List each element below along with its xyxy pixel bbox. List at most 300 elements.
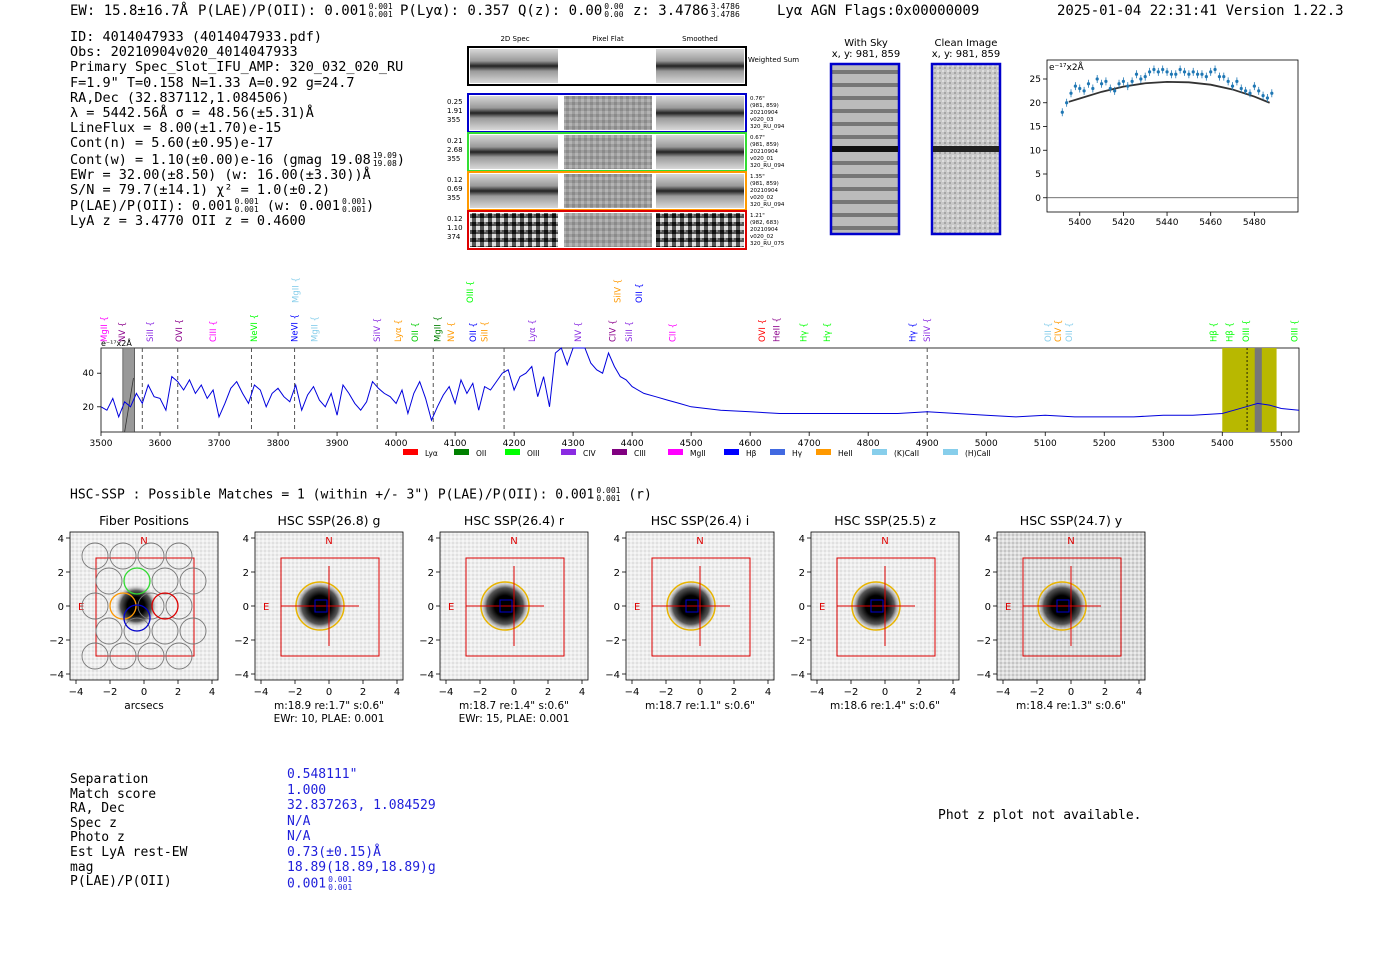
fit-point-31 (1196, 73, 1199, 76)
fit-point-13 (1117, 82, 1120, 85)
fit-point-20 (1148, 70, 1151, 73)
hsc-ytick-label-3-2: 0 (613, 602, 620, 613)
fit-point-45 (1257, 89, 1260, 92)
line-label-23: Hγ { (822, 322, 833, 342)
hsc-north-4: N (881, 536, 889, 547)
hsc-xtick-label-4-4: 4 (949, 687, 957, 698)
weighted-sum-label: Weighted Sum (748, 56, 800, 64)
hsc-ytick-label-2-3: 2 (427, 568, 434, 579)
spec-xtick-label-8: 4300 (561, 439, 585, 449)
spec-xtick-label-15: 5000 (974, 439, 998, 449)
hsc-ytick-label-4-1: −2 (790, 636, 805, 647)
legend-swatch-5 (668, 449, 683, 455)
with-sky-title: With Sky x, y: 981, 859 (831, 38, 901, 60)
hsc-xtick-label-5-1: −2 (1029, 687, 1045, 698)
clean-image-title: Clean Image x, y: 981, 859 (931, 38, 1001, 60)
hsc-xtick-label-1-3: 2 (359, 687, 367, 698)
cutout-smooth-2 (656, 174, 744, 208)
spec-xtick-label-14: 4900 (915, 439, 939, 449)
cutout-num-1-1: 2.68 (447, 146, 463, 154)
legend-swatch-9 (872, 449, 887, 455)
line-label-1: NV { (118, 321, 129, 342)
hsc-xtick-label-4-0: −4 (809, 687, 825, 698)
hsc-east-0: E (78, 602, 85, 613)
hsc-panel-title-3: HSC SSP(26.4) i (650, 513, 750, 528)
fit-point-15 (1126, 85, 1129, 88)
spec-ytick-label-1: 40 (82, 369, 94, 380)
hsc-xtick-label-1-1: −2 (287, 687, 303, 698)
spec-xtick-label-6: 4100 (443, 439, 467, 449)
hsc-panel-title-5: HSC SSP(24.7) y (1019, 513, 1123, 528)
match-label-3: Spec z (70, 815, 117, 831)
info-contn: Cont(n) = 5.60(±0.95)e-17 (70, 135, 274, 152)
upper-line-label-2: SiIV { (613, 278, 624, 303)
info-block (70, 30, 405, 230)
spec-xtick-label-13: 4800 (856, 439, 880, 449)
col-title-pixelflat: Pixel Flat (592, 35, 624, 43)
cutout-2d-3 (470, 213, 558, 247)
fit-ytick-label-3: 15 (1030, 122, 1041, 133)
hsc-xtick-label-3-1: −2 (658, 687, 674, 698)
cutout-meta-1-0: 0.67" (750, 135, 765, 141)
info-radec: RA,Dec (32.837112,1.084506) (70, 89, 290, 106)
spectral-cutouts (440, 30, 820, 260)
hsc-east-4: E (819, 602, 826, 613)
hsc-ytick-label-5-0: −4 (976, 670, 991, 681)
line-label-18: SiII { (625, 321, 636, 342)
legend-label-10: (H)CaII (965, 449, 991, 458)
fit-point-22 (1157, 70, 1160, 73)
line-label-27: CIV { (1054, 319, 1065, 342)
cutout-meta-3-0: 1.21" (750, 213, 765, 219)
header-tags: Lyα AGN Flags:0x00000009 (777, 3, 980, 19)
hsc-xtick-label-4-2: 0 (881, 687, 889, 698)
hsc-xtick-label-4-3: 2 (915, 687, 923, 698)
cutout-meta-1-4: 320_RU_094 (750, 163, 785, 169)
cutout-smooth-1 (656, 135, 744, 169)
line-label-8: SiIV { (373, 317, 384, 342)
legend-swatch-10 (943, 449, 958, 455)
line-label-5: NeVI { (249, 313, 260, 342)
info-primary: Primary Spec_Slot_IFU_AMP: 320_032_020_RU (70, 59, 404, 76)
legend-label-9: (K)CaII (894, 449, 920, 458)
spec-xtick-label-10: 4500 (679, 439, 703, 449)
hsc-ytick-label-1-4: 4 (242, 534, 249, 545)
hsc-xtick-label-5-0: −4 (995, 687, 1011, 698)
hsc-ytick-label-3-1: −2 (605, 636, 620, 647)
fit-ytick-label-5: 25 (1030, 75, 1041, 85)
fit-point-10 (1104, 80, 1107, 83)
clean-image-trace (933, 146, 999, 152)
hsc-ytick-label-4-0: −4 (790, 670, 805, 681)
fit-point-27 (1179, 68, 1182, 71)
hsc-ytick-label-0-3: 2 (57, 568, 64, 579)
fit-point-34 (1209, 70, 1212, 73)
fit-point-11 (1109, 87, 1112, 90)
cutout-num-0-0: 0.25 (447, 98, 463, 106)
hsc-ytick-label-2-2: 0 (427, 602, 434, 613)
hsc-panels-content (49, 513, 1145, 725)
cutout-num-0-1: 1.91 (447, 107, 463, 115)
match-value-0: 0.548111" (287, 767, 358, 782)
cutout-meta-1-1: (981, 859) (750, 142, 779, 148)
cutout-num-2-1: 0.69 (447, 185, 463, 193)
line-label-7: MgII { (310, 316, 321, 342)
cutout-meta-3-2: 20210904 (750, 227, 778, 233)
fit-ytick-label-0: 0 (1035, 193, 1041, 204)
spec-xtick-label-2: 3700 (207, 439, 231, 449)
hsc-east-3: E (634, 602, 641, 613)
fit-point-40 (1235, 80, 1238, 83)
fit-point-9 (1100, 82, 1103, 85)
fit-xtick-label-3: 5460 (1199, 218, 1223, 228)
cutout-num-2-0: 0.12 (447, 176, 463, 184)
hsc-ytick-label-3-0: −4 (605, 670, 620, 681)
legend-swatch-7 (770, 449, 785, 455)
fit-point-17 (1135, 73, 1138, 76)
spec-xtick-label-11: 4600 (738, 439, 762, 449)
legend-label-8: HeII (838, 449, 853, 458)
hsc-ytick-label-5-4: 4 (984, 534, 991, 545)
fit-xtick-label-0: 5400 (1068, 218, 1092, 228)
hsc-north-2: N (510, 536, 518, 547)
hsc-panel-5 (976, 513, 1145, 712)
legend-swatch-8 (816, 449, 831, 455)
hsc-xtick-label-1-0: −4 (253, 687, 269, 698)
line-label-9: Lyα { (393, 319, 404, 342)
spectrum-ylabel: e⁻¹⁷x2Å (101, 339, 132, 348)
match-plae-bounds: 0.001 0.001 (328, 874, 353, 892)
match-label-0: Separation (70, 772, 149, 787)
fit-point-8 (1096, 77, 1099, 80)
hsc-caption-1: m:18.9 re:1.7" s:0.6" (274, 700, 384, 712)
match-label-6: mag (70, 859, 94, 875)
hsc-xtick-label-2-1: −2 (472, 687, 488, 698)
cutout-num-3-0: 0.12 (447, 215, 463, 223)
cutout-rows (447, 94, 785, 249)
cutout-num-2-2: 355 (447, 194, 461, 202)
hsc-north-5: N (1067, 536, 1075, 547)
hsc-panel-title-0: Fiber Positions (99, 513, 189, 528)
hsc-xtick-label-5-4: 4 (1135, 687, 1143, 698)
header-plae: P(LAE)/P(OII): 0.001 0.001 0.001 (198, 2, 393, 19)
spec-xtick-label-16: 5100 (1033, 439, 1057, 449)
hsc-panel-0 (49, 513, 218, 712)
hsc-xtick-label-3-4: 4 (764, 687, 772, 698)
hsc-match-line: HSC-SSP : Possible Matches = 1 (within +/- 3") P(LAE)/P(OII): 0.001 0.001 0.001 (r) (70, 486, 652, 503)
cutout-meta-2-1: (981, 859) (750, 181, 779, 187)
match-value-2: 32.837263, 1.084529 (287, 798, 436, 813)
fit-point-32 (1200, 73, 1203, 76)
fit-point-28 (1183, 70, 1186, 73)
header-z: z: 3.4786 3.4786 3.4786 (633, 2, 740, 19)
match-value-4: N/A (287, 829, 311, 844)
line-label-3: OVI { (174, 319, 185, 342)
hsc-ytick-label-5-2: 0 (984, 602, 991, 613)
upper-line-label-1: OIII { (465, 280, 476, 303)
info-id: ID: 4014047933 (4014047933.pdf) (70, 29, 322, 45)
info-params: F=1.9" T=0.158 N=1.33 A=0.92 g=24.7 (70, 74, 355, 91)
spec-xtick-label-7: 4200 (502, 439, 526, 449)
fit-point-25 (1170, 73, 1173, 76)
fit-point-12 (1113, 89, 1116, 92)
line-label-24: Hγ { (908, 322, 919, 342)
fit-point-7 (1091, 87, 1094, 90)
legend-swatch-1 (454, 449, 469, 455)
hsc-caption-3: m:18.7 re:1.1" s:0.6" (645, 700, 755, 712)
hsc-ytick-label-2-4: 4 (427, 534, 434, 545)
cutout-num-3-1: 1.10 (447, 224, 463, 232)
fit-point-41 (1240, 87, 1243, 90)
hsc-north-3: N (696, 536, 704, 547)
hsc-ytick-label-2-0: −4 (419, 670, 434, 681)
fit-point-2 (1069, 92, 1072, 95)
legend-label-4: CIII (634, 449, 646, 458)
line-label-15: Lyα { (527, 319, 538, 342)
line-markers (100, 277, 1300, 342)
cutout-meta-0-4: 320_RU_094 (750, 124, 785, 130)
fit-point-3 (1074, 85, 1077, 88)
line-label-25: SiIV { (923, 317, 934, 342)
hsc-ytick-label-1-0: −4 (234, 670, 249, 681)
hsc-xtick-label-0-2: 0 (140, 687, 148, 698)
line-label-20: OVI { (757, 319, 768, 342)
fit-xtick-label-4: 5480 (1242, 218, 1266, 228)
hsc-panel-3 (605, 513, 774, 712)
hsc-xtick-label-3-0: −4 (624, 687, 640, 698)
cutout-meta-2-0: 1.35" (750, 174, 765, 180)
fit-point-4 (1078, 87, 1081, 90)
hsc-ytick-label-5-3: 2 (984, 568, 991, 579)
hsc-caption-2: m:18.7 re:1.4" s:0.6" (459, 700, 569, 712)
hsc-xtick-label-5-2: 0 (1067, 687, 1075, 698)
hsc-north-0: N (140, 536, 148, 547)
match-value-7: 0.001 0.001 0.001 (287, 874, 353, 892)
line-label-30: Hβ { (1225, 322, 1236, 342)
fit-plot-ylabel: e⁻¹⁷x2Å (1049, 63, 1084, 73)
fit-point-0 (1061, 111, 1064, 114)
fit-point-47 (1266, 96, 1269, 99)
cutout-num-0-2: 355 (447, 116, 461, 124)
fit-ytick-label-2: 10 (1030, 146, 1041, 157)
cutout-meta-0-0: 0.76" (750, 96, 765, 102)
hsc-panel-title-2: HSC SSP(26.4) r (463, 513, 565, 528)
spec-xtick-label-19: 5400 (1210, 439, 1234, 449)
info-plae: P(LAE)/P(OII): 0.001 0.001 0.001 (w: 0.001 0.001 0.001 ) (70, 197, 375, 215)
cutout-flat-1 (564, 135, 652, 169)
hsc-xtick-label-2-2: 0 (510, 687, 518, 698)
upper-line-label-0: MgII { (291, 277, 302, 303)
hsc-xtick-label-0-4: 4 (208, 687, 216, 698)
hsc-panel-2 (419, 513, 588, 725)
photz-note: Phot z plot not available. (938, 808, 1142, 823)
info-obs: Obs: 20210904v020_4014047933 (70, 44, 298, 61)
spec-xtick-label-17: 5200 (1092, 439, 1116, 449)
match-label-7: P(LAE)/P(OII) (70, 874, 172, 890)
hsc-panel-1 (234, 513, 403, 725)
cutout-flat-3 (564, 213, 652, 247)
hsc-panels (40, 510, 1160, 730)
match-value-1: 1.000 (287, 782, 327, 798)
fit-xtick-label-2: 5440 (1155, 218, 1179, 228)
cutout-meta-1-3: v020_01 (750, 156, 774, 162)
legend-swatch-2 (505, 449, 520, 455)
hsc-xtick-label-0-0: −4 (68, 687, 84, 698)
emission-window-center (1255, 348, 1262, 432)
line-label-29: Hβ { (1209, 322, 1220, 342)
fit-point-36 (1218, 75, 1221, 78)
full-spectrum-plot (60, 275, 1310, 465)
info-contw: Cont(w) = 1.10(±0.00)e-16 (gmag 19.08 19.09 19.08 ) (70, 150, 405, 168)
cutout-num-3-2: 374 (447, 233, 461, 241)
cutout-num-1-0: 0.21 (447, 137, 463, 145)
spec-xtick-label-9: 4400 (620, 439, 644, 449)
hsc-xtick-label-2-3: 2 (544, 687, 552, 698)
header-ew: EW: 15.8±16.7Å (70, 3, 189, 19)
cutout-2d-2 (470, 174, 558, 208)
with-sky-trace (832, 146, 898, 152)
cutout-meta-3-4: 320_RU_075 (750, 241, 785, 247)
spec-ytick-label-0: 20 (82, 402, 94, 413)
match-label-5: Est LyA rest-EW (70, 844, 188, 860)
header-plya: P(Lyα): 0.357 (400, 3, 510, 19)
header-qz: Q(z): 0.00 0.00 0.00 (518, 2, 624, 19)
hsc-north-1: N (325, 536, 333, 547)
info-ewr: EWr = 32.00(±8.50) (w: 16.00(±3.30))Å (70, 166, 371, 183)
line-label-21: HeII { (772, 317, 783, 342)
match-table-values (287, 767, 436, 892)
fit-point-26 (1174, 73, 1177, 76)
line-label-13: OII { (468, 322, 479, 342)
legend-label-3: CIV (583, 449, 596, 458)
match-label-1: Match score (70, 786, 157, 802)
match-label-2: RA, Dec (70, 801, 125, 817)
cutout-meta-0-3: v020_03 (750, 117, 774, 123)
weighted-sum-2d (470, 49, 558, 83)
legend-swatch-0 (403, 449, 418, 455)
hsc-xtick-label-0-3: 2 (174, 687, 182, 698)
hsc-east-5: E (1005, 602, 1012, 613)
upper-line-label-3: OII { (635, 283, 646, 303)
cutout-meta-1-2: 20210904 (750, 149, 778, 155)
weighted-sum-smoothed (656, 49, 744, 83)
cutout-meta-2-2: 20210904 (750, 188, 778, 194)
hsc-xtick-label-1-2: 0 (325, 687, 333, 698)
fit-point-46 (1261, 94, 1264, 97)
cutout-meta-0-1: (981, 859) (750, 103, 779, 109)
hsc-ytick-label-3-3: 2 (613, 568, 620, 579)
hsc-caption2-1: EWr: 10, PLAE: 0.001 (273, 713, 385, 725)
line-label-11: MgII { (433, 316, 444, 342)
line-label-0: MgII { (99, 316, 110, 342)
hsc-ytick-label-0-2: 0 (57, 602, 64, 613)
line-label-2: SiII { (145, 321, 156, 342)
masked-region (123, 348, 135, 432)
hsc-ytick-label-4-4: 4 (798, 534, 805, 545)
cutout-meta-3-1: (982, 683) (750, 220, 779, 226)
fit-ytick-label-4: 20 (1030, 98, 1041, 109)
spec-xtick-label-4: 3900 (325, 439, 349, 449)
spec-xtick-label-18: 5300 (1151, 439, 1175, 449)
fit-point-24 (1165, 70, 1168, 73)
fit-point-33 (1205, 75, 1208, 78)
hsc-xtick-label-0-1: −2 (102, 687, 118, 698)
match-value-3: N/A (287, 813, 311, 829)
fit-point-39 (1231, 85, 1234, 88)
info-lyaz: LyA z = 3.4770 OII z = 0.4600 (70, 213, 306, 230)
col-title-smoothed: Smoothed (682, 35, 718, 43)
spectrum-legend (403, 449, 991, 458)
hsc-ytick-label-1-2: 0 (242, 602, 249, 613)
cutout-2d-1 (470, 135, 558, 169)
hsc-xtick-label-2-0: −4 (438, 687, 454, 698)
line-label-12: NV { (446, 321, 457, 342)
fit-point-48 (1270, 92, 1273, 95)
hsc-caption-4: m:18.6 re:1.4" s:0.6" (830, 700, 940, 712)
hsc-ytick-label-5-1: −2 (976, 636, 991, 647)
spec-xtick-label-5: 4000 (384, 439, 408, 449)
hsc-xtick-label-2-4: 4 (578, 687, 586, 698)
fit-point-30 (1192, 70, 1195, 73)
hsc-ytick-label-1-3: 2 (242, 568, 249, 579)
info-lineflux: LineFlux = 8.00(±1.70)e-15 (70, 120, 282, 137)
fit-point-35 (1213, 68, 1216, 71)
hsc-panel-title-1: HSC SSP(26.8) g (277, 513, 381, 528)
hsc-ytick-label-0-0: −4 (49, 670, 64, 681)
col-title-2dspec: 2D Spec (500, 35, 530, 43)
line-label-28: OII { (1064, 322, 1075, 342)
hsc-ytick-label-4-3: 2 (798, 568, 805, 579)
cutout-2d-0 (470, 96, 558, 130)
emission-window-band (1222, 348, 1276, 432)
cutout-smooth-3 (656, 213, 744, 247)
fit-ytick-label-1: 5 (1035, 170, 1041, 180)
legend-label-7: Hγ (792, 449, 803, 458)
fit-point-16 (1131, 80, 1134, 83)
legend-swatch-6 (724, 449, 739, 455)
hsc-east-1: E (263, 602, 270, 613)
match-value-5: 0.73(±0.15)Å (287, 844, 381, 860)
spec-xtick-label-20: 5500 (1269, 439, 1293, 449)
hsc-ytick-label-4-2: 0 (798, 602, 805, 613)
cutout-smooth-0 (656, 96, 744, 130)
fit-point-29 (1187, 73, 1190, 76)
cutout-meta-3-3: v020_02 (750, 234, 774, 240)
hsc-ytick-label-3-4: 4 (613, 534, 620, 545)
hsc-ytick-label-2-1: −2 (419, 636, 434, 647)
sky-clean-images (829, 62, 1009, 238)
line-label-4: CIII { (209, 320, 220, 342)
hsc-xtick-label-5-3: 2 (1101, 687, 1109, 698)
legend-label-5: MgII (690, 449, 706, 458)
spec-xtick-label-1: 3600 (148, 439, 172, 449)
hsc-ytick-label-0-1: −2 (49, 636, 64, 647)
spec-xtick-label-12: 4700 (797, 439, 821, 449)
line-label-14: SiII { (480, 321, 491, 342)
cutout-num-1-2: 355 (447, 155, 461, 163)
hsc-caption-0: arcsecs (124, 700, 164, 712)
match-table-labels (70, 773, 187, 890)
legend-swatch-4 (612, 449, 627, 455)
fit-point-44 (1253, 85, 1256, 88)
fit-point-38 (1227, 80, 1230, 83)
cutout-flat-0 (564, 96, 652, 130)
line-label-16: NV { (573, 321, 584, 342)
header-datetime: 2025-01-04 22:31:41 Version 1.22.3 (1057, 3, 1344, 19)
legend-swatch-3 (561, 449, 576, 455)
match-label-4: Photo z (70, 830, 125, 846)
cutout-meta-0-2: 20210904 (750, 110, 778, 116)
